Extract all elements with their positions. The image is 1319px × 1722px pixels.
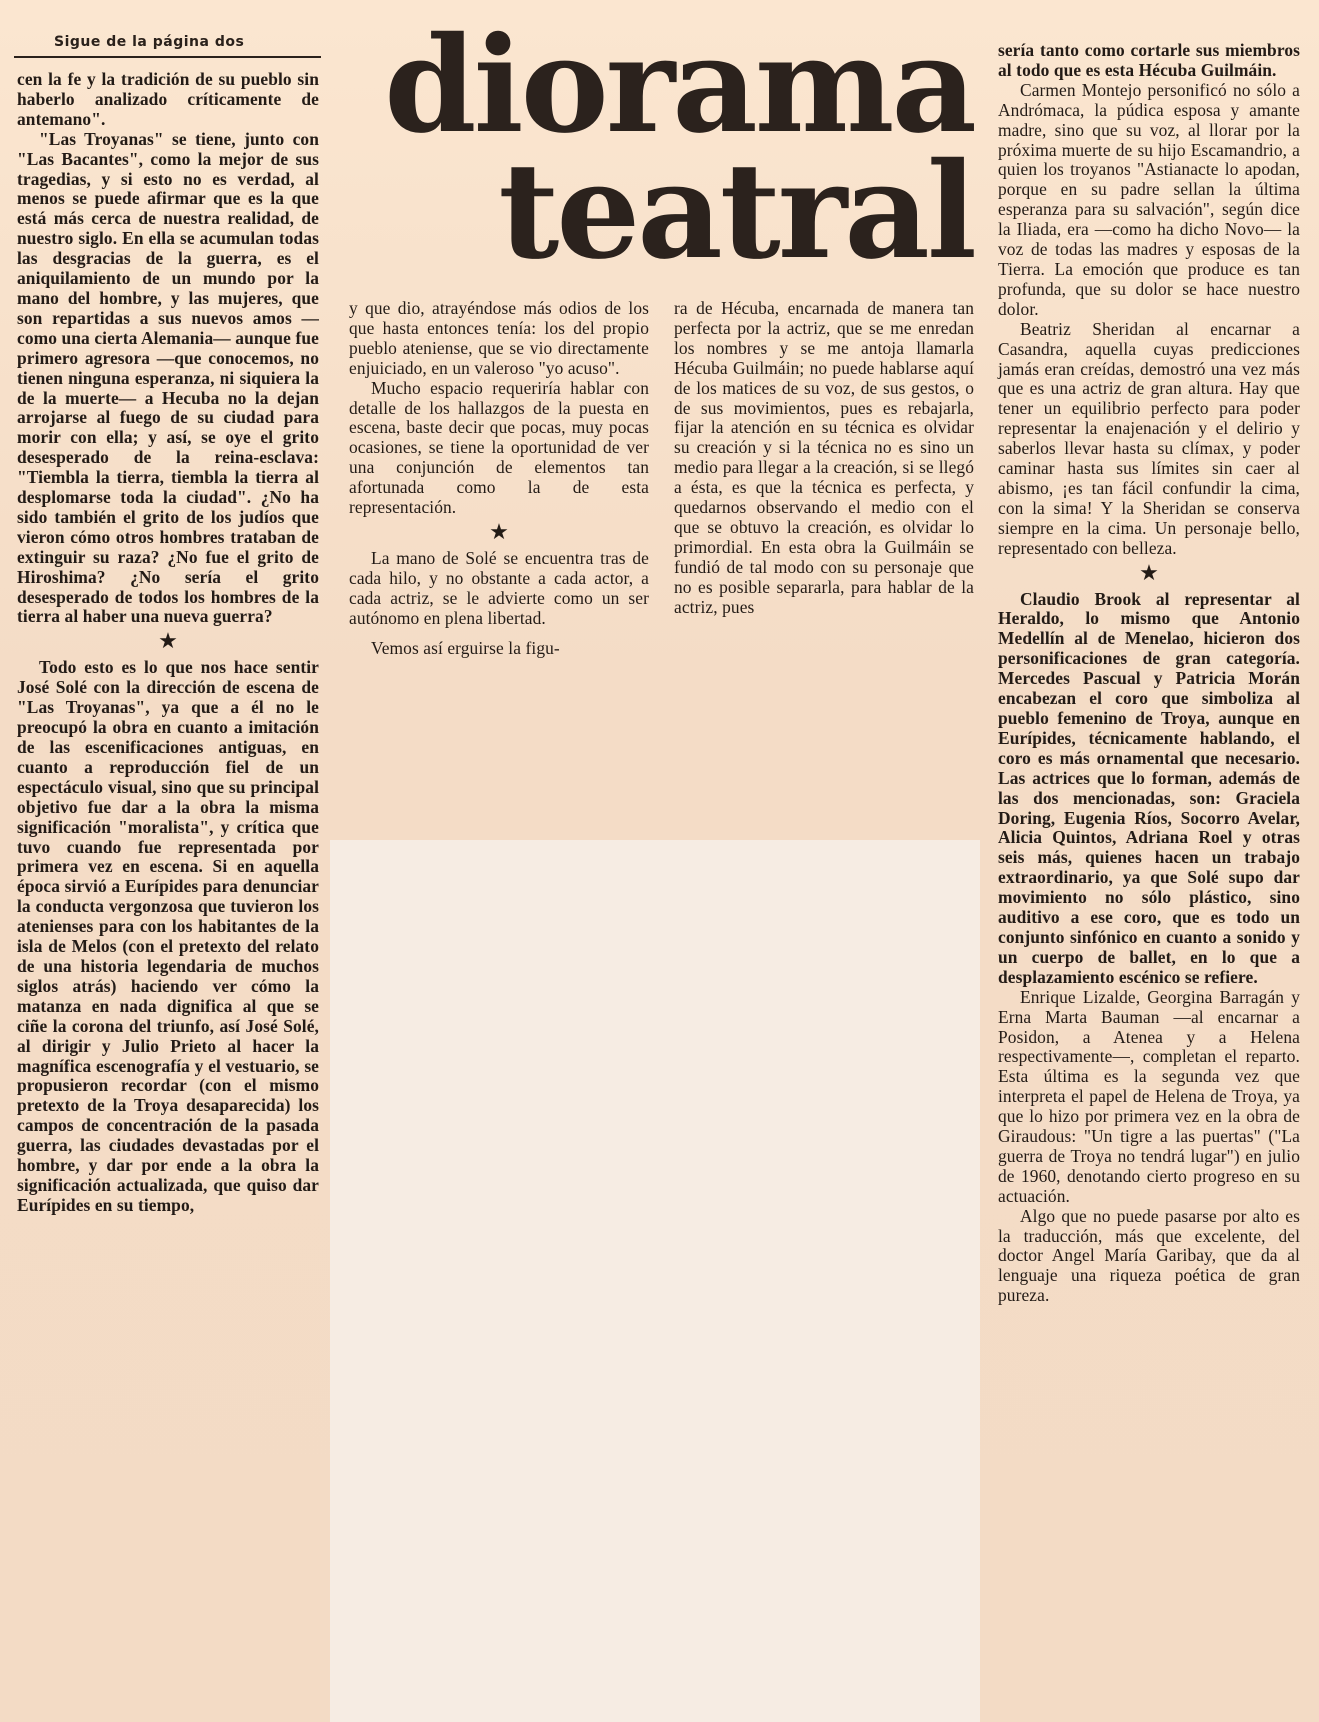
col2-paragraph-1: y que dio, atrayéndose más odios de los que hasta entonces tenía: los del propio pueblo ateniense, que se vio directamente enjuiciado, en un valeroso "yo acuso". <box>349 298 649 378</box>
column-1 <box>17 70 319 1216</box>
col2-paragraph-4: Vemos así erguirse la figu- <box>371 637 560 658</box>
col4-paragraph-3: Beatriz Sheridan al encarnar a Casandra, aquella cuyas predicciones jamás eran creídas, demostró una vez más que es una actriz de gran altura. Hay que tener un equilibrio perfecto para poder representar la enajenación y el delirio y saberlos llevar hasta su clímax, y poder caminar hasta sus límites sin caer al abismo, ¡es tan fácil confundir la cima, con la sima! Y la Sheridan se conserva siempre en la cima. Un personaje bello, representado con belleza. <box>998 318 1300 558</box>
col2-paragraph-3: La mano de Solé se encuentra tras de cada hilo, y no obstante a cada actor, a cada actriz, se le advierte como un ser autónomo en plena libertad. <box>349 547 649 628</box>
headline-line-1: diorama <box>384 8 974 163</box>
column-4 <box>998 41 1300 1306</box>
col4-paragraph-6: Algo que no puede pasarse por alto es la traducción, más que excelente, del doctor Angel María Garibay, que da al lenguaje una riqueza poética de gran pureza. <box>998 1205 1300 1306</box>
star-separator-1: ★ <box>158 629 178 655</box>
col4-paragraph-1: sería tanto como cortarle sus miembros al todo que es esta Hécuba Guilmáin. <box>998 40 1300 80</box>
col1-paragraph-1: cen la fe y la tradición de su pueblo sin haberlo analizado críticamente de antemano". <box>17 69 319 129</box>
col1-paragraph-3: Todo esto es lo que nos hace sentir José Solé con la dirección de escena de "Las Troyanas", ya que a él no le preocupó la obra en cuanto a imitación de las escenificaciones antiguas, en cuanto a reproducción fiel de un espectáculo visual, sino que su principal objetivo fue dar a la obra la misma significación "moralista", y crítica que tuvo cuando fue representada por primera vez en escena. Si en aquella época sirvió a Eurípides para denunciar la conducta vergonzosa que tuvieron los atenienses para con los habitantes de la isla de Melos (con el pretexto del relato de una historia legendaria de muchos siglos atrás) haciendo ver cómo la matanza en nada dignifica al que se ciñe la corona del triunfo, así José Solé, al dirigir y Julio Prieto al hacer la magnífica escenografía y el vestuario, se propusieron recordar (con el mismo pretexto de la Troya desaparecida) los campos de concentración de la pasada guerra, las ciudades devastadas por el hombre, y dar por ende a la obra la significación actualizada, que quiso dar Eurípides en su tiempo, <box>17 657 319 1215</box>
col4-paragraph-5: Enrique Lizalde, Georgina Barragán y Erna Marta Bauman —al encarnar a Posidon, a Atenea y a Helena respectivamente—, completan el reparto. Esta última es la segunda vez que interpreta el papel de Helena de Troya, ya que lo hizo por primera vez en la obra de Giraudous: "Un tigre a las puertas" ("La guerra de Troya no tendrá lugar") en julio de 1960, denotando cierto progreso en su actuación. <box>998 986 1300 1206</box>
col4-paragraph-4: Claudio Brook al representar al Heraldo, lo mismo que Antonio Medellín al de Menelao, hicieron dos personificaciones de gran categoría. Mercedes Pascual y Patricia Morán encabezan el coro que simboliza al pueblo femenino de Troya, aunque en Eurípides, técnicamente hablando, el coro es más ornamental que necesario. Las actrices que lo forman, además de las dos mencionadas, son: Graciela Doring, Eugenia Ríos, Socorro Avelar, Alicia Quintos, Adriana Roel y otras seis más, quienes hacen un trabajo extraordinario, ya que Solé supo dar movimiento no sólo plástico, sino auditivo a ese coro, que es todo un conjunto sinfónico en cuanto a sonido y un cuerpo de ballet, en lo que a desplazamiento escénico se refiere. <box>998 588 1300 987</box>
column-2 <box>349 299 649 659</box>
star-separator-3: ★ <box>1139 560 1159 586</box>
blank-area <box>330 840 980 1722</box>
headline <box>384 8 974 289</box>
col3-paragraph-1: ra de Hécuba, encarnada de manera tan perfecta por la actriz, que se me enredan los nombres y se me antoja llamarla Hécuba Guilmáin; no puede hablarse aquí de los matices de su voz, de sus gestos, o de sus movimientos, pues es rebajarla, fijar la atención en su técnica es olvidar su creación y si la técnica no es sino un medio para llegar a la creación, si se llegó a ésta, es que la técnica es perfecta, y quedarnos observando el medio con el que se obtuvo la creación, es olvidar lo primordial. En esta obra la Guilmáin se fundió de tal modo con su personaje que no es posible separarla, para hablar de la actriz, pues <box>674 298 974 617</box>
column-3 <box>674 299 974 618</box>
col2-paragraph-2: Mucho espacio requeriría hablar con detalle de los hallazgos de la puesta en escena, baste decir que pocas, muy pocas ocasiones, se tiene la oportunidad de ver una conjunción de elementos tan afortunada como la de esta representación. <box>349 377 649 518</box>
col4-paragraph-2: Carmen Montejo personificó no sólo a Andrómaca, la púdica esposa y amante madre, sino que su voz, al llorar por la próxima muerte de su hijo Escamandrio, a quien los troyanos "Astianacte lo apodan, porque en su padre sellan la última esperanza para su salvación", según dice la Iliada, era —como ha dicho Novo— la voz de todas las madres y esposas de la Tierra. La emoción que produce es tan profunda, que su dolor se hace nuestro dolor. <box>998 79 1300 319</box>
col1-paragraph-2: "Las Troyanas" se tiene, junto con "Las Bacantes", como la mejor de sus tragedias, y si esto no es verdad, al menos se puede afirmar que es la que está más cerca de nuestra realidad, de nuestro siglo. En ella se acumulan todas las desgracias de la guerra, es el aniquilamiento de un mundo por la mano del hombre, y las mujeres, que son repartidas a sus nuevos amos —como una cierta Alemania— aunque fue primero agresora —que conocemos, no tienen ninguna esperanza, ni siquiera la de la muerte— a Hecuba no la dejan arrojarse al fuego de su ciudad para morir con ella; y así, se oye el grito desesperado de la reina-esclava: "Tiembla la tierra, tiembla la tierra al desplomarse toda la ciudad". ¿No ha sido también el grito de los judíos que vieron cómo otros hombres trataban de extinguir su raza? ¿No fue el grito de Hiroshima? ¿No sería el grito desesperado de todos los hombres de la tierra al haber una nueva guerra? <box>17 128 319 627</box>
continued-from-note: Sigue de la página dos <box>14 34 321 58</box>
headline-line-2: teatral <box>498 134 974 289</box>
star-separator-2: ★ <box>489 519 509 545</box>
